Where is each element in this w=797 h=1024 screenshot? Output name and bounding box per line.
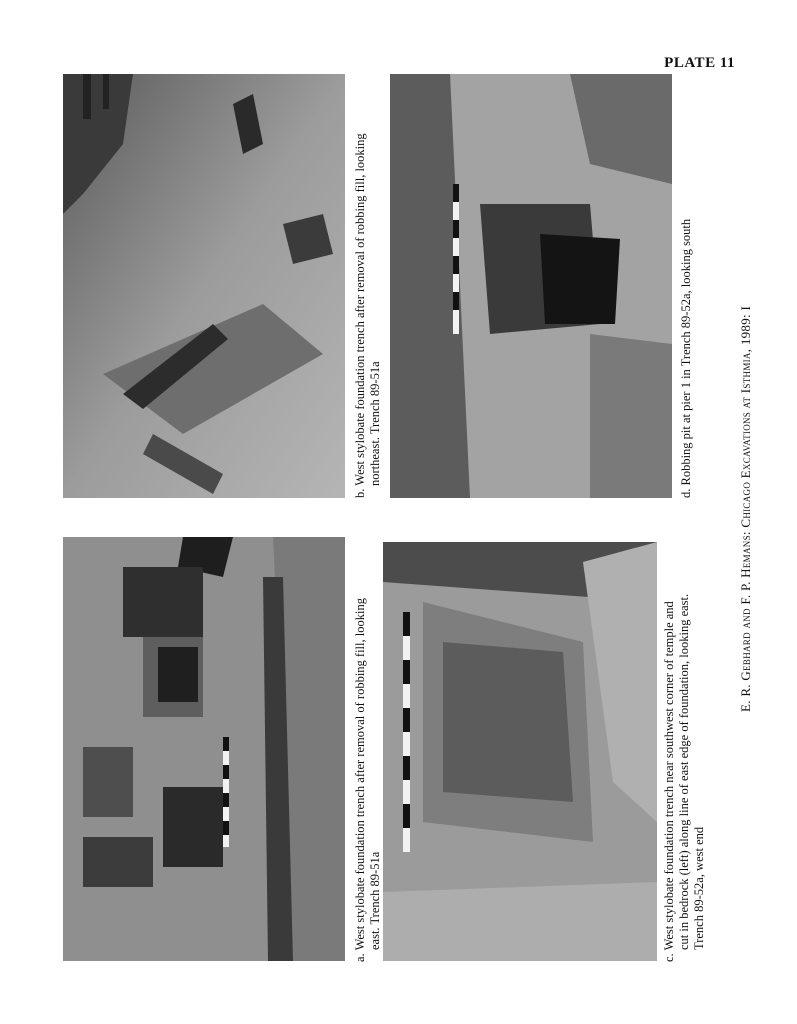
caption-b-line1: b. West stylobate foundation trench after removal of robbing fill, looking bbox=[353, 133, 367, 498]
scale-bar bbox=[453, 184, 459, 334]
plate-label: PLATE 11 bbox=[664, 55, 735, 71]
photo-d bbox=[390, 74, 672, 498]
photo-d-image bbox=[390, 74, 672, 498]
photo-a bbox=[63, 537, 345, 961]
scale-bar bbox=[403, 612, 410, 852]
caption-b bbox=[353, 133, 383, 498]
caption-b-line2: northeast. Trench 89-51a bbox=[368, 361, 382, 486]
footer-authors: E. R. Gebhard and F. P. Hemans: bbox=[738, 531, 753, 712]
scale-bar bbox=[223, 737, 229, 847]
caption-a bbox=[353, 598, 383, 962]
caption-d bbox=[679, 219, 694, 498]
caption-c-line3: Trench 89-52a, west end bbox=[692, 826, 706, 950]
caption-c-line2: cut in bedrock (left) along line of east edge of foundation, looking east. bbox=[677, 593, 691, 950]
photo-c-image bbox=[383, 542, 657, 961]
caption-c bbox=[662, 594, 707, 962]
caption-a-line2: east. Trench 89-51a bbox=[368, 851, 382, 950]
photo-b bbox=[63, 74, 345, 498]
caption-a-line1: a. West stylobate foundation trench after removal of robbing fill, looking bbox=[353, 598, 367, 962]
caption-d-line1: d. Robbing pit at pier 1 in Trench 89-52a, looking south bbox=[679, 218, 693, 498]
caption-c-line1: c. West stylobate foundation trench near southwest corner of temple and bbox=[662, 601, 676, 962]
photo-b-image bbox=[63, 74, 345, 498]
footer-title: Chicago Excavations at Isthmia, 1989: I bbox=[738, 305, 753, 528]
photo-c bbox=[383, 542, 657, 961]
photo-a-image bbox=[63, 537, 345, 961]
running-footer bbox=[738, 306, 754, 712]
